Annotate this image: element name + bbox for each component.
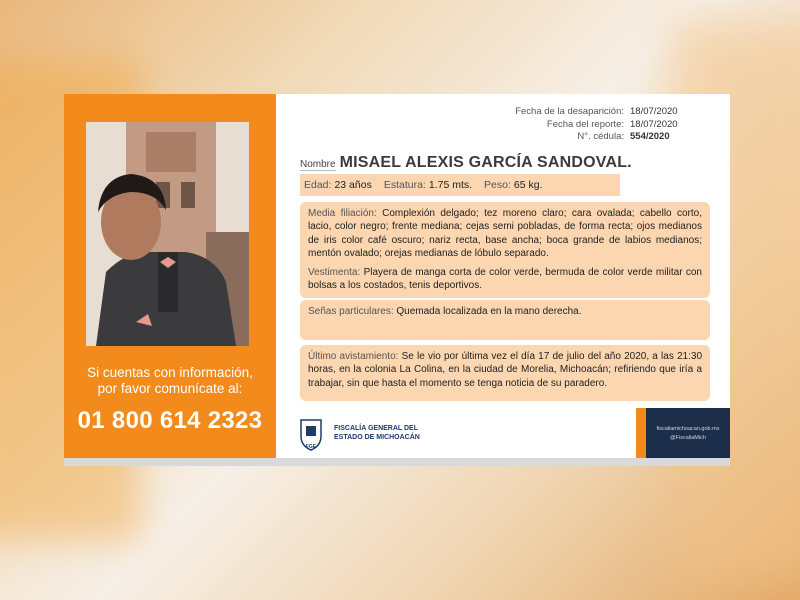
poster-footer: [276, 408, 730, 458]
fecha-desaparicion-label: Fecha de la desaparición:: [515, 106, 624, 117]
vestimenta-label: Vestimenta:: [308, 267, 361, 279]
ultimo-avistamiento-box: [300, 345, 710, 401]
meta-row-reporte: [515, 119, 696, 132]
name-row: [300, 154, 632, 172]
cedula-label: N°. cédula:: [577, 131, 624, 142]
fecha-reporte-value: 18/07/2020: [630, 118, 678, 130]
media-filiacion-label: Media filiación:: [308, 208, 377, 219]
report-meta: [515, 106, 696, 144]
media-filiacion: [308, 207, 702, 260]
edad-value: 23 años: [334, 179, 372, 191]
logo-text: FGE: [305, 444, 317, 450]
media-filiacion-text: Complexión delgado; tez moreno claro; cara ovalada; cabello corto, lacio, color negro; frente mediana; cejas semi pobladas, de forma recta; ojos medianos de iris color café oscuro; nariz recta, base ancha; boca grande de labios medianos; mentón ovalado; orejas medianas de lóbulo separado.: [308, 208, 702, 259]
ultimo-label: Último avistamiento:: [308, 351, 399, 362]
org-name-line1: FISCALÍA GENERAL DEL: [334, 425, 419, 432]
org-name-line2: ESTADO DE MICHOACÁN: [334, 434, 420, 441]
missing-person-poster: [64, 94, 730, 466]
vital-stats: [300, 174, 620, 196]
peso-value: 65 kg.: [513, 179, 543, 191]
phone-number[interactable]: 01 800 614 2323: [77, 407, 263, 434]
left-orange-panel: [64, 94, 276, 466]
person-name: MISAEL ALEXIS GARCÍA SANDOVAL.: [339, 154, 632, 171]
fge-shield-logo: [298, 418, 324, 452]
fecha-desaparicion-value: 18/07/2020: [630, 106, 678, 117]
person-photo: [86, 122, 249, 346]
details-area: [276, 94, 730, 466]
bottom-strip: [64, 458, 730, 466]
senas-box: [300, 300, 710, 340]
contact-prompt-line1: Si cuentas con información,: [87, 365, 253, 380]
peso-label: Peso:: [484, 179, 511, 191]
meta-row-desaparicion: [515, 106, 696, 119]
fecha-reporte-label: Fecha del reporte:: [546, 118, 624, 130]
contact-prompt-line2: por favor comunícate al:: [97, 381, 243, 396]
cedula-value: 554/2020: [630, 131, 670, 142]
edad-label: Edad:: [304, 179, 332, 191]
social-handle[interactable]: @FiscaliaMich: [670, 435, 706, 441]
footer-orange-bar: [636, 408, 646, 458]
org-name: [334, 424, 420, 442]
contact-prompt: [64, 365, 276, 397]
footer-contact-box: [646, 408, 730, 458]
vestimenta: [308, 266, 702, 293]
description-box: [300, 202, 710, 298]
vestimenta-text: Playera de manga corta de color verde, bermuda de color verde militar con bolsas a los costados, tenis deportivos.: [308, 267, 702, 292]
name-label: Nombre: [300, 159, 336, 170]
estatura-label: Estatura:: [383, 179, 426, 191]
ultimo-text: Se le vio por última vez el día 17 de julio del año 2020, a las 21:30 horas, en la colonia La Colina, en la ciudad de Morelia, Michoacán; refiriendo que iría a trabajar, sin que hasta el momento se tenga noticia de su paradero.: [308, 351, 703, 389]
website-link[interactable]: fiscaliamichoacan.gob.mx: [656, 426, 720, 432]
meta-row-cedula: [515, 131, 696, 144]
senas-text: Quemada localizada en la mano derecha.: [396, 306, 582, 317]
senas-label: Señas particulares:: [308, 306, 394, 317]
estatura-value: 1.75 mts.: [428, 179, 473, 191]
